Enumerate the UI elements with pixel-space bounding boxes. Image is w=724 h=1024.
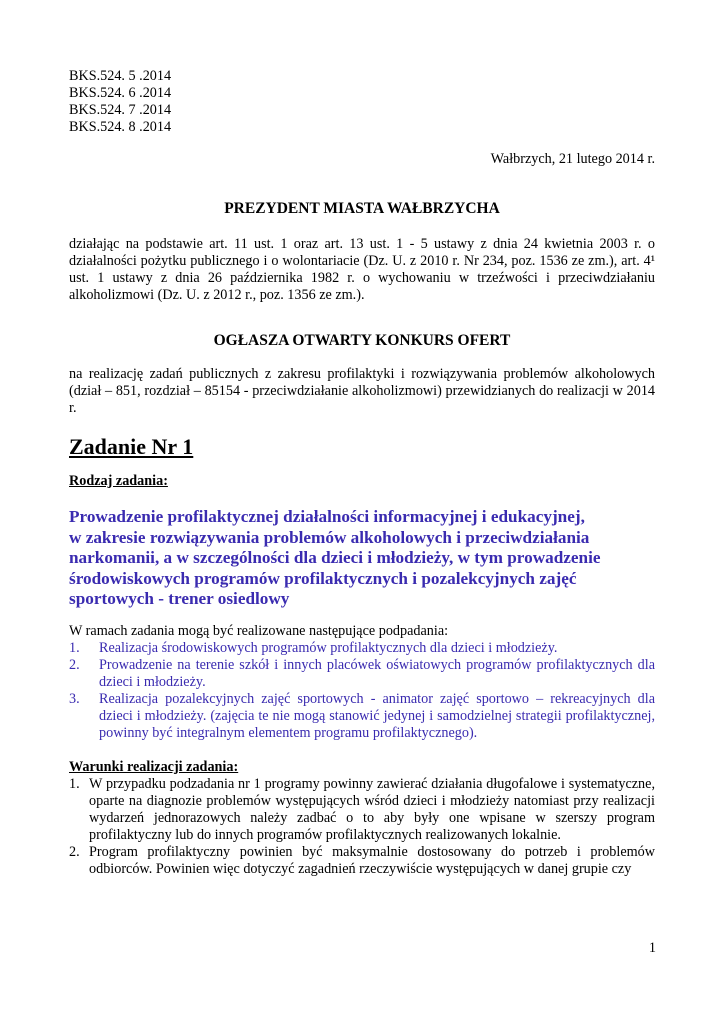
announcement-heading: OGŁASZA OTWARTY KONKURS OFERT (213, 332, 511, 349)
list-item (69, 640, 655, 657)
list-item-text: Realizacja pozalekcyjnych zajęć sportowych - animator zajęć sportowo – rekreacyjnych dla dzieci i młodzieży. (zajęcia te nie mogą stanowić jedynej i samodzielnej strategii profilaktycznej, powinny być integralnym elementem programu profilaktycznego). (99, 690, 655, 741)
list-item-text: W przypadku podzadania nr 1 programy powinny zawierać działania długofalowe i systematyczne, oparte na diagnozie problemów występujących wśród dzieci i młodzieży natomiast przy realizacji wydarzeń jednorazowych należy zadbać o to aby były one wpisane w szerszy program profilaktyczny lub do innych programów profilaktycznych realizowanych lokalnie. (89, 775, 655, 843)
list-item-number: 2. (69, 656, 80, 673)
subtasks-intro: W ramach zadania mogą być realizowane następujące podpadania: (69, 622, 449, 639)
task-type-description (69, 507, 655, 610)
task-type-line: środowiskowych programów profilaktycznych i pozalekcyjnych zajęć (69, 568, 577, 588)
reference-number: BKS.524. 8 .2014 (69, 119, 172, 135)
conditions-label: Warunki realizacji zadania: (69, 758, 239, 775)
list-item-text: Program profilaktyczny powinien być maksymalnie dostosowany do potrzeb i problemów odbiorców. Powinien więc dotyczyć zagadnień rzeczywiście występujących w danej grupie czy (89, 843, 655, 877)
list-item-number: 1. (69, 775, 80, 792)
task-title: Zadanie Nr 1 (69, 434, 194, 459)
reference-number: BKS.524. 6 .2014 (69, 85, 172, 101)
list-item-number: 1. (69, 639, 80, 656)
document-date: Wałbrzych, 21 lutego 2014 r. (490, 151, 655, 167)
document-page (69, 68, 655, 878)
conditions-list (69, 776, 655, 878)
reference-numbers (69, 68, 655, 136)
reference-number: BKS.524. 5 .2014 (69, 68, 172, 84)
subtasks-list (69, 640, 655, 742)
task-type-line: sportowych - trener osiedlowy (69, 589, 290, 608)
task-type-line: narkomanii, a w szczególności dla dzieci i młodzieży, w tym prowadzenie (69, 548, 601, 567)
reference-number: BKS.524. 7 .2014 (69, 102, 172, 118)
list-item (69, 657, 655, 691)
list-item-number: 3. (69, 690, 80, 707)
list-item-text: Prowadzenie na terenie szkół i innych placówek oświatowych programów profilaktycznych dla dzieci i młodzieży. (99, 656, 655, 690)
legal-basis-paragraph: działając na podstawie art. 11 ust. 1 oraz art. 13 ust. 1 - 5 ustawy z dnia 24 kwietnia 2003 r. o działalności pożytku publicznego i o wolontariacie (Dz. U. z 2010 r. Nr 234, poz. 1536 ze zm.), art. 4¹ ust. 1 ustawy z dnia 26 października 1982 r. o wychowaniu w trzeźwości i przeciwdziałaniu alkoholizmowi (Dz. U. z 2012 r., poz. 1356 ze zm.). (69, 236, 655, 303)
list-item (69, 691, 655, 742)
page-number: 1 (648, 940, 656, 956)
list-item (69, 776, 655, 844)
list-item-text: Realizacja środowiskowych programów profilaktycznych dla dzieci i młodzieży. (99, 639, 558, 656)
issuer-heading: PREZYDENT MIASTA WAŁBRZYCHA (224, 200, 500, 217)
task-type-label: Rodzaj zadania: (69, 473, 168, 489)
announcement-paragraph: na realizację zadań publicznych z zakresu profilaktyki i rozwiązywania problemów alkoholowych (dział – 851, rozdział – 85154 - przeciwdziałanie alkoholizmowi) przewidzianych do realizacji w 2014 r. (69, 366, 655, 416)
task-type-line: Prowadzenie profilaktycznej działalności informacyjnej i edukacyjnej, (69, 507, 585, 526)
task-type-line: w zakresie rozwiązywania problemów alkoholowych i przeciwdziałania (69, 527, 590, 547)
list-item (69, 844, 655, 878)
list-item-number: 2. (69, 843, 80, 860)
